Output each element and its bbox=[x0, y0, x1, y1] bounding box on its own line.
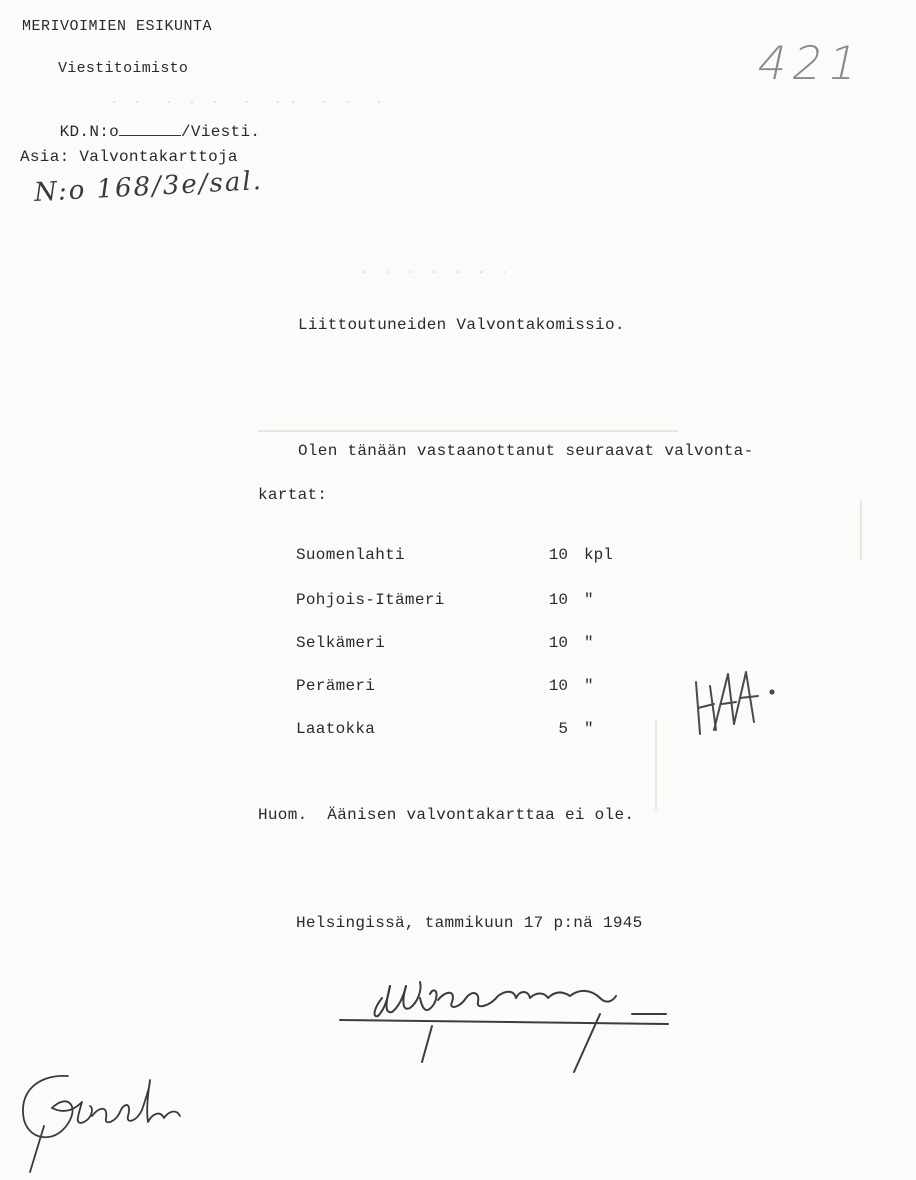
subject-line: Asia: Valvontakarttoja bbox=[20, 148, 238, 166]
handwritten-reference: N:o 168/3e/sal. bbox=[33, 166, 264, 208]
item-unit: " bbox=[584, 591, 594, 609]
bottom-signature bbox=[8, 1066, 198, 1176]
item-unit: " bbox=[584, 634, 594, 652]
intro-line-2: kartat: bbox=[258, 486, 328, 504]
item-unit: " bbox=[584, 720, 594, 738]
bleed-through-text: . . . . . . . . . . . bbox=[110, 92, 384, 107]
item-name: Selkämeri bbox=[296, 634, 386, 652]
item-quantity: 10 bbox=[548, 546, 568, 564]
department-name: Viestitoimisto bbox=[58, 60, 189, 77]
initials-mark bbox=[684, 664, 794, 744]
item-name: Pohjois-Itämeri bbox=[296, 591, 445, 609]
item-name: Laatokka bbox=[296, 720, 376, 738]
item-quantity: 10 bbox=[548, 591, 568, 609]
place-date: Helsingissä, tammikuun 17 p:nä 1945 bbox=[296, 914, 643, 932]
organization-name: MERIVOIMIEN ESIKUNTA bbox=[22, 18, 213, 35]
item-unit: kpl bbox=[584, 546, 613, 564]
bleed-through-line bbox=[258, 430, 678, 432]
recipient: Liittoutuneiden Valvontakomissio. bbox=[298, 316, 625, 334]
intro-line-1: Olen tänään vastaanottanut seuraavat valvonta- bbox=[298, 442, 754, 460]
reference-suffix: /Viesti. bbox=[181, 123, 261, 141]
item-quantity: 10 bbox=[548, 677, 568, 695]
item-quantity: 5 bbox=[558, 720, 568, 738]
bleed-through-text: . . . . . . . bbox=[360, 262, 509, 277]
item-unit: " bbox=[584, 677, 594, 695]
note: Huom. Äänisen valvontakarttaa ei ole. bbox=[258, 806, 635, 824]
signature bbox=[330, 968, 680, 1078]
list-item bbox=[0, 591, 916, 617]
reference-blank bbox=[119, 123, 181, 136]
reference-prefix: KD.N:o bbox=[59, 123, 120, 141]
item-quantity: 10 bbox=[548, 634, 568, 652]
list-item bbox=[0, 546, 916, 572]
item-name: Perämeri bbox=[296, 677, 376, 695]
list-item bbox=[0, 634, 916, 660]
item-name: Suomenlahti bbox=[296, 546, 405, 564]
archive-number: 421 bbox=[752, 36, 870, 90]
